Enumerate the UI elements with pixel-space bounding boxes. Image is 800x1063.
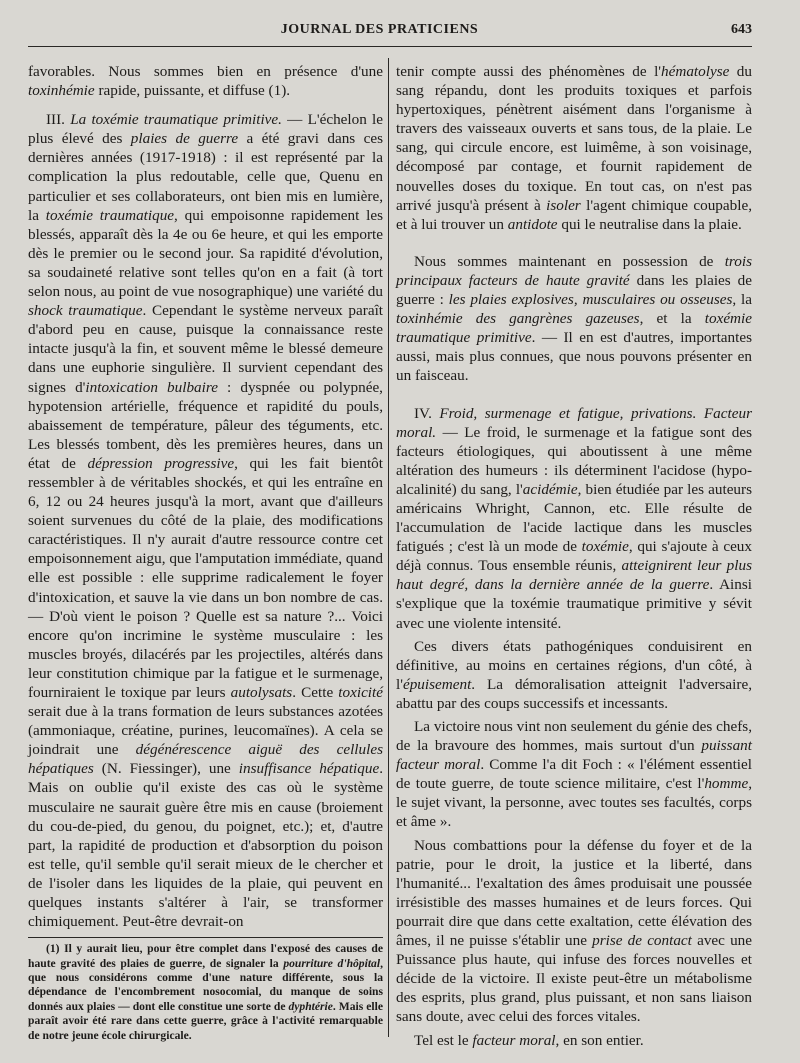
paragraph: Nous combattions pour la défense du foyer et de la patrie, pour le droit, la justice et la liberté, dans l'humanité... l'exaltation des âmes produisait une poussée irrésistible des masses humaines et de leurs forces. Qui pourrait dire que dans cette exaltation, cette élévation des âmes, il ne puisse s'établir une prise de contact avec une Puissance plus haute, qui infuse des forces nouvelles et décide de la victoire. Il existe peut-être un métabolisme des esprits, plus grand, plus puissant, et non sans liaison sans doute, avec celui des forces vitales. [396, 836, 752, 1026]
paragraph: Ces divers états pathogéniques conduisirent en définitive, au moins en certaines régions, d'un côté, à l'épuisement. La démoralisation atteignit l'adversaire, abattu par des coups successifs et incessants. [396, 637, 752, 712]
closing-paragraph: Tel est le facteur moral, en son entier. [414, 1031, 644, 1049]
footnote: (1) Il y aurait lieu, pour être complet dans l'exposé des causes de haute gravité des plaies de guerre, de signaler la pourriture d'hôpital, que nous considérons comme d'une nature différente, sous la dépendance de l'encombrement nosocomial, du manque de soins donnés aux plaies — dont elle constitue une sorte de dyphtérie. Mais elle paraît avoir été rare dans cette guerre, grâce à l'activité remarquable de notre jeune école chirurgicale. [28, 942, 384, 1042]
header-rule [28, 46, 752, 47]
section-iii-paragraph: III. La toxémie traumatique primitive. — L'échelon le plus élevé des plaies de guerre a été gravi dans ces dernières années (1917-1918) : il est représenté par la complication la plus redoutable, celle que, Quenu en particulier et ses collaborateurs, ont bien mis en lumière, la toxémie traumatique, qui empoisonne rapidement les blessés, apparaît dès la 4e ou 6e heure, et qui les emporte dès le premier ou le second jour. Sa rapidité d'évolution, sa soudaineté relative sont telles qu'on en a fait (à tort selon nous, au point de vue nosographique) une variété du shock traumatique. Cependant le système nerveux paraît d'abord peu en cause, puisque la connaissance reste intacte jusqu'à la fin, et souvent même le blessé demeure dans une euphorie singulière. Il survient cependant des signes d'intoxication bulbaire : dyspnée ou polypnée, hypotension artérielle, fréquence et rapidité du pouls, abaissement de température, pâleur des téguments, etc. Les blessés tombent, dès les premières heures, dans un état de dépression progressive, qui les fait bientôt ressembler à de véritables shockés, et qui les entraîne en 6, 12 ou 24 heures jusqu'à la mort, avant que d'ailleurs soient survenues du côté de la plaie, des modifications caractéristiques. Il n'y aurait d'autre ressource contre cet empoisonnement aigu, que l'amputation immédiate, quand elle est possible : elle supprime radicalement le foyer d'intoxication, et sauve la vie dans un bon nombre de cas. — D'où vient le poison ? Quelle est sa nature ?... Voici encore qu'on incrimine le système musculaire : les muscles broyés, dilacérés par les projectiles, altérés dans leur constitution chimique par la fatigue et le surmenage, fourniraient le toxique par leurs autolysats. Cette toxicité serait due à la trans formation de leurs substances azotées (ammoniaque, créatine, purines, leucomaïnes). A cela se joindrait une dégénérescence aiguë des cellules hépatiques (N. Fiessinger), une insuffisance hépatique. Mais on oublie qu'il existe des cas où le système musculaire ne saurait guère être mis en cause (broiement du cou-de-pied, du genou, du poignet, etc.); et, d'autre part, la rapidité de production et d'absorption du poison est telle, qu'il semble qu'il serait mieux de le chercher et de l'isoler dans les liquides de la plaie, qui peuvent en quelques instants s'altérer à l'air, se transformer chimiquement. Peut-être devrait-on [28, 111, 384, 931]
footnote-rule [28, 937, 383, 938]
left-column [28, 62, 383, 1043]
paragraph: Nous sommes maintenant en possession de trois principaux facteurs de haute gravité dans les plaies de guerre : les plaies explosives, musculaires ou osseuses, la toxinhémie des gangrènes gazeuses, et la toxémie traumatique primitive. — Il en est d'autres, importantes aussi, mais plus connues, que nous pouvons présenter en un faisceau. [396, 252, 752, 385]
section-iv-paragraph: IV. Froid, surmenage et fatigue, privations. Facteur moral. — Le froid, le surmenage et la fatigue sont des facteurs étiologiques, qui aboutissent à une même altération des humeurs : ils déterminent l'acidose (hypo-alcalinité) du sang, l'acidémie, bien étudiée par les auteurs américains Whright, Cannon, etc. Elle résulte de l'accumulation de l'acide lactique dans les muscles fatigués ; c'est là un mode de toxémie, qui s'ajoute à ceux déjà connus. Tous ensemble réunis, atteignirent leur plus haut degré, dans la dernière année de la guerre. Ainsi s'explique que la toxémie traumatique primitive y sévit avec une violente intensité. [396, 404, 752, 632]
journal-title: JOURNAL DES PRATICIENS [280, 22, 479, 37]
paragraph: tenir compte aussi des phénomènes de l'hématolyse du sang répandu, dont les produits toxiques et parfois hypertoxiques, pénètrent aisément dans l'organisme à travers des vaisseaux ouverts et sans tous, de la plaie. Le sang, qui circule encore, est luimême, à son voisinage, décomposé par contage, et fournit rapidement de nouvelles doses du toxique. En tout cas, on n'est pas arrivé jusqu'à présent à isoler l'agent chimique coupable, et à lui trouver un antidote qui le neutralise dans la plaie. [396, 63, 752, 233]
paragraph: favorables. Nous sommes bien en présence d'une toxinhémie rapide, puissante, et diffuse (1). [28, 63, 383, 100]
page-number: 643 [731, 22, 752, 37]
column-divider [388, 58, 389, 1037]
paragraph: La victoire nous vint non seulement du génie des chefs, de la bravoure des hommes, mais surtout d'un puissant facteur moral. Comme l'a dit Foch : « l'élément essentiel de toute guerre, de toute science militaire, c'est l'homme, le sujet vivant, la personne, avec toutes ses facultés, corps et âme ». [396, 718, 752, 831]
page-header [28, 22, 752, 46]
right-column [396, 62, 752, 1050]
